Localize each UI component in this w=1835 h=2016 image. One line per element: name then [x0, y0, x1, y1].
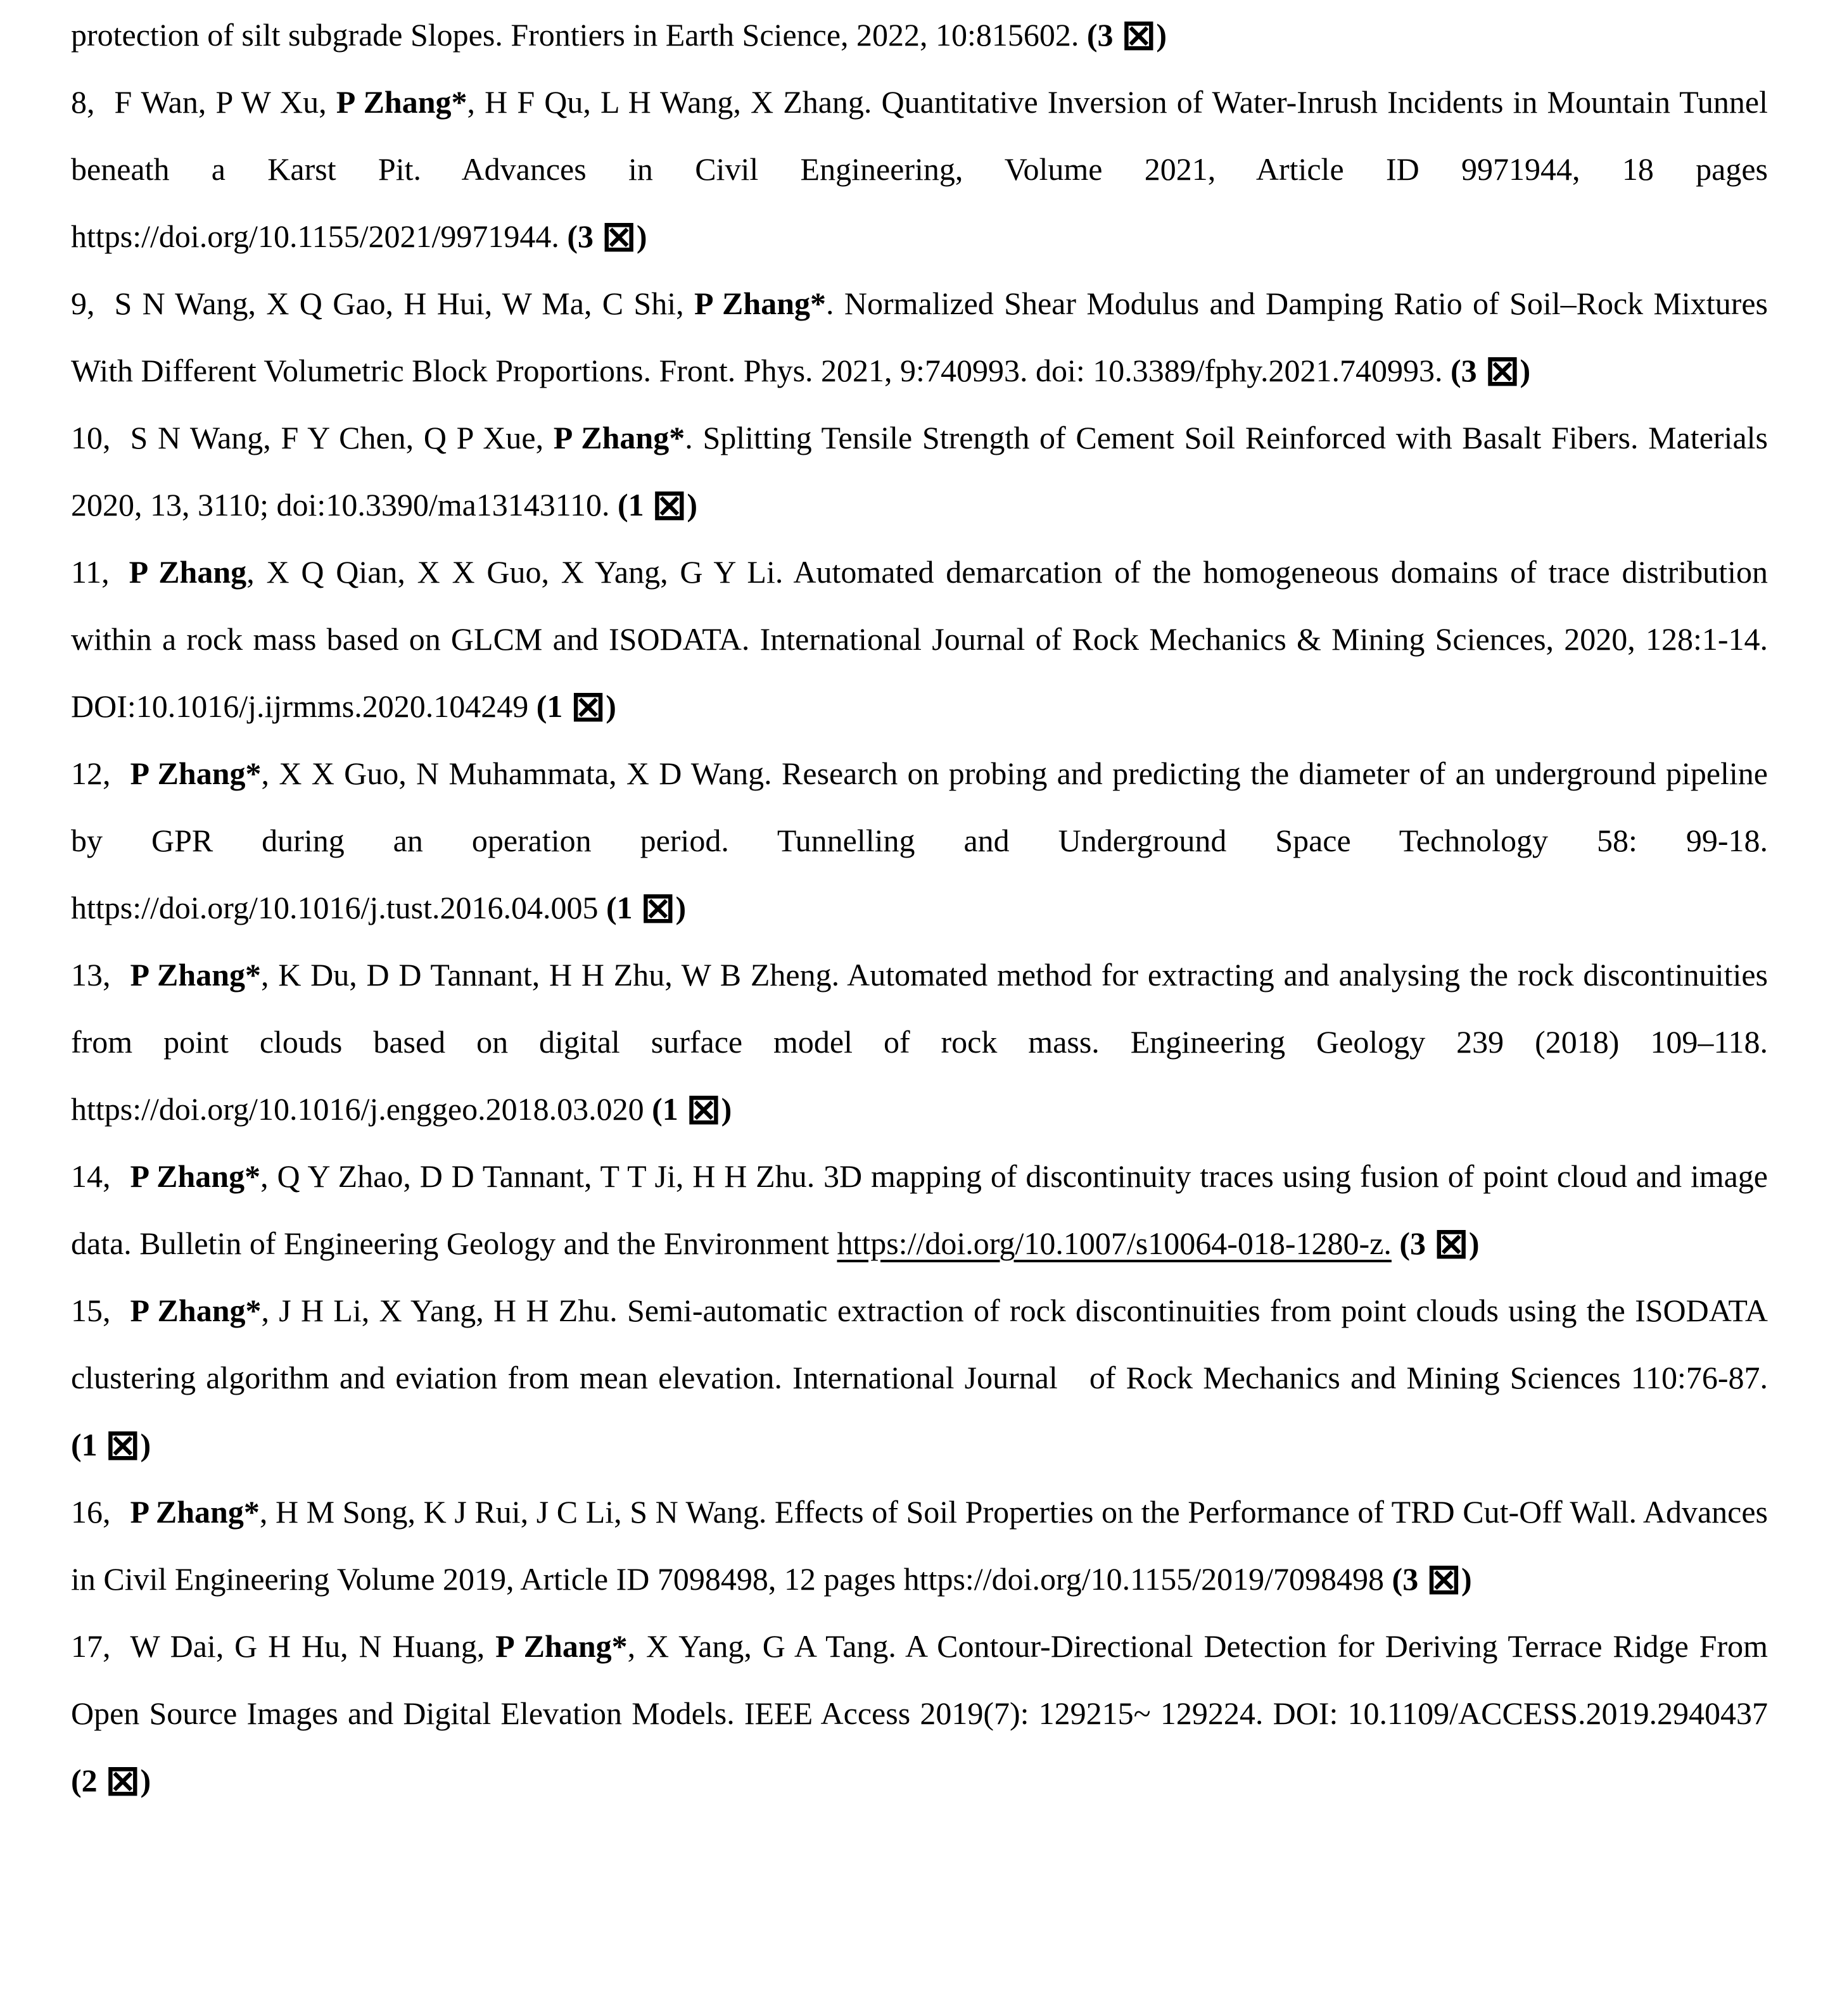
highlighted-author: P Zhang* — [130, 1293, 262, 1328]
reference-item — [71, 1478, 1768, 1613]
reference-item — [71, 1277, 1768, 1478]
text-run: , Q Y Zhao, D D Tannant, T T Ji, H H Zhu. 3D mapping of discontinuity traces using fusion of point cloud and image data. Bulletin of Engineering Geology and the Environment — [71, 1158, 1768, 1261]
zone-box-icon: ⊠ — [652, 480, 687, 529]
zone-badge: (1 ⊠) — [71, 1420, 151, 1469]
text-run: 11, — [71, 554, 110, 590]
zone-box-icon: ⊠ — [1426, 1554, 1462, 1604]
zone-box-icon: ⊠ — [686, 1084, 721, 1134]
enumeration-comma-glyph: , — [103, 1293, 111, 1328]
zone-badge: (3 ⊠) — [1392, 1554, 1472, 1604]
zone-box-icon: ⊠ — [1485, 346, 1520, 395]
enumeration-comma-glyph: , — [103, 1158, 111, 1194]
text-run — [1392, 1226, 1400, 1261]
text-run: 14, — [71, 1158, 111, 1194]
text-run: 12, — [71, 756, 111, 791]
reference-item — [71, 1613, 1768, 1814]
text-run: 8, F Wan, P W Xu, — [71, 84, 336, 120]
enumeration-comma-glyph: , — [87, 84, 95, 120]
reference-item-continuation — [71, 1, 1768, 68]
text-run: , J H Li, X Yang, H H Zhu. Semi-automatic extraction of rock discontinuities from point clouds using the ISODATA clustering algorithm and eviation from mean elevation. International Journal of Rock Mechanics and Mining Sciences 110:76-87. — [71, 1293, 1768, 1395]
zone-badge: (2 ⊠) — [71, 1756, 151, 1805]
doi-link[interactable]: https://doi.org/10.1007/s10064-018-1280-z. — [837, 1226, 1392, 1261]
text-run: protection of silt subgrade Slopes. Frontiers in Earth Science, 2022, 10:815602. — [71, 17, 1087, 53]
enumeration-comma-glyph: , — [103, 756, 111, 791]
text-run: , X X Guo, N Muhammata, X D Wang. Research on probing and predicting the diameter of an underground pipeline by GPR during an operation period. Tunnelling and Underground Space Technology 58: 99-18. https://doi.org/10.1016/j.tust.2016.04.005 — [71, 756, 1768, 925]
reference-item — [71, 941, 1768, 1143]
reference-item — [71, 68, 1768, 270]
text-run: 17, W Dai, G H Hu, N Huang, — [71, 1628, 496, 1664]
zone-box-icon: ⊠ — [640, 883, 676, 932]
zone-box-icon: ⊠ — [570, 682, 606, 731]
highlighted-author: P Zhang* — [130, 1494, 260, 1530]
zone-badge: (3 ⊠) — [1451, 346, 1531, 395]
zone-badge: (1 ⊠) — [606, 883, 687, 932]
reference-item — [71, 270, 1768, 404]
text-run: , K Du, D D Tannant, H H Zhu, W B Zheng. Automated method for extracting and analysing the rock discontinuities from point clouds based on digital surface model of rock mass. Engineering Geology 239 (2018) 109–118. https://doi.org/10.1016/j.enggeo.2018.03.020 — [71, 957, 1768, 1127]
reference-item — [71, 538, 1768, 740]
text-run: 10, S N Wang, F Y Chen, Q P Xue, — [71, 420, 554, 455]
highlighted-author: P Zhang — [129, 554, 247, 590]
zone-box-icon: ⊠ — [1121, 10, 1157, 60]
zone-badge: (1 ⊠) — [536, 682, 616, 731]
text-run: , X Yang, G A Tang. A Contour-Directional Detection for Deriving Terrace Ridge From Open Source Images and Digital Elevation Models. IEEE Access 2019(7): 129215~ 129224. DOI: 10.1109/ACCESS.2019.2940437 — [71, 1628, 1768, 1731]
enumeration-comma-glyph: , — [103, 420, 111, 455]
text-run: . Normalized Shear Modulus and Damping Ratio of Soil–Rock Mixtures With Different Volumetric Block Proportions. Front. Phys. 2021, 9:740993. doi: 10.3389/fphy.2021.740993. — [71, 286, 1768, 388]
highlighted-author: P Zhang* — [130, 1158, 261, 1194]
text-run: 9, S N Wang, X Q Gao, H Hui, W Ma, C Shi, — [71, 286, 694, 321]
zone-badge: (3 ⊠) — [1086, 10, 1167, 60]
reference-list — [71, 1, 1768, 1814]
text-run: 15, — [71, 1293, 111, 1328]
zone-badge: (1 ⊠) — [652, 1084, 732, 1134]
zone-box-icon: ⊠ — [105, 1756, 141, 1805]
enumeration-comma-glyph: , — [101, 554, 110, 590]
enumeration-comma-glyph: , — [103, 957, 111, 992]
reference-item — [71, 404, 1768, 538]
zone-box-icon: ⊠ — [105, 1420, 141, 1469]
text-run: , H F Qu, L H Wang, X Zhang. Quantitative Inversion of Water-Inrush Incidents in Mountain Tunnel beneath a Karst Pit. Advances in Civil Engineering, Volume 2021, Article ID 9971944, 18 pages https://doi.org/10.1155/2021/9971944. — [71, 84, 1768, 254]
highlighted-author: P Zhang* — [694, 286, 827, 321]
enumeration-comma-glyph: , — [103, 1628, 111, 1664]
enumeration-comma-glyph: , — [103, 1494, 111, 1530]
highlighted-author: P Zhang* — [553, 420, 685, 455]
reference-item — [71, 1143, 1768, 1277]
zone-box-icon: ⊠ — [601, 212, 637, 261]
text-run: , X Q Qian, X X Guo, X Yang, G Y Li. Automated demarcation of the homogeneous domains of trace distribution within a rock mass based on GLCM and ISODATA. International Journal of Rock Mechanics & Mining Sciences, 2020, 128:1-14. DOI:10.1016/j.ijrmms.2020.104249 — [71, 554, 1768, 724]
highlighted-author: P Zhang* — [130, 756, 262, 791]
reference-item — [71, 740, 1768, 941]
zone-badge: (3 ⊠) — [1399, 1219, 1480, 1268]
text-run: 16, — [71, 1494, 111, 1530]
zone-badge: (1 ⊠) — [617, 480, 698, 529]
text-run: . Splitting Tensile Strength of Cement Soil Reinforced with Basalt Fibers. Materials 2020, 13, 3110; doi:10.3390/ma13143110. — [71, 420, 1768, 523]
highlighted-author: P Zhang* — [130, 957, 262, 992]
enumeration-comma-glyph: , — [87, 286, 95, 321]
zone-box-icon: ⊠ — [1433, 1219, 1469, 1268]
zone-badge: (3 ⊠) — [567, 212, 647, 261]
text-run: , H M Song, K J Rui, J C Li, S N Wang. Effects of Soil Properties on the Performance of TRD Cut-Off Wall. Advances in Civil Engineering Volume 2019, Article ID 7098498, 12 pages https://doi.org/10.1155/2019/7098498 — [71, 1494, 1768, 1597]
highlighted-author: P Zhang* — [336, 84, 467, 120]
highlighted-author: P Zhang* — [495, 1628, 628, 1664]
text-run: 13, — [71, 957, 111, 992]
